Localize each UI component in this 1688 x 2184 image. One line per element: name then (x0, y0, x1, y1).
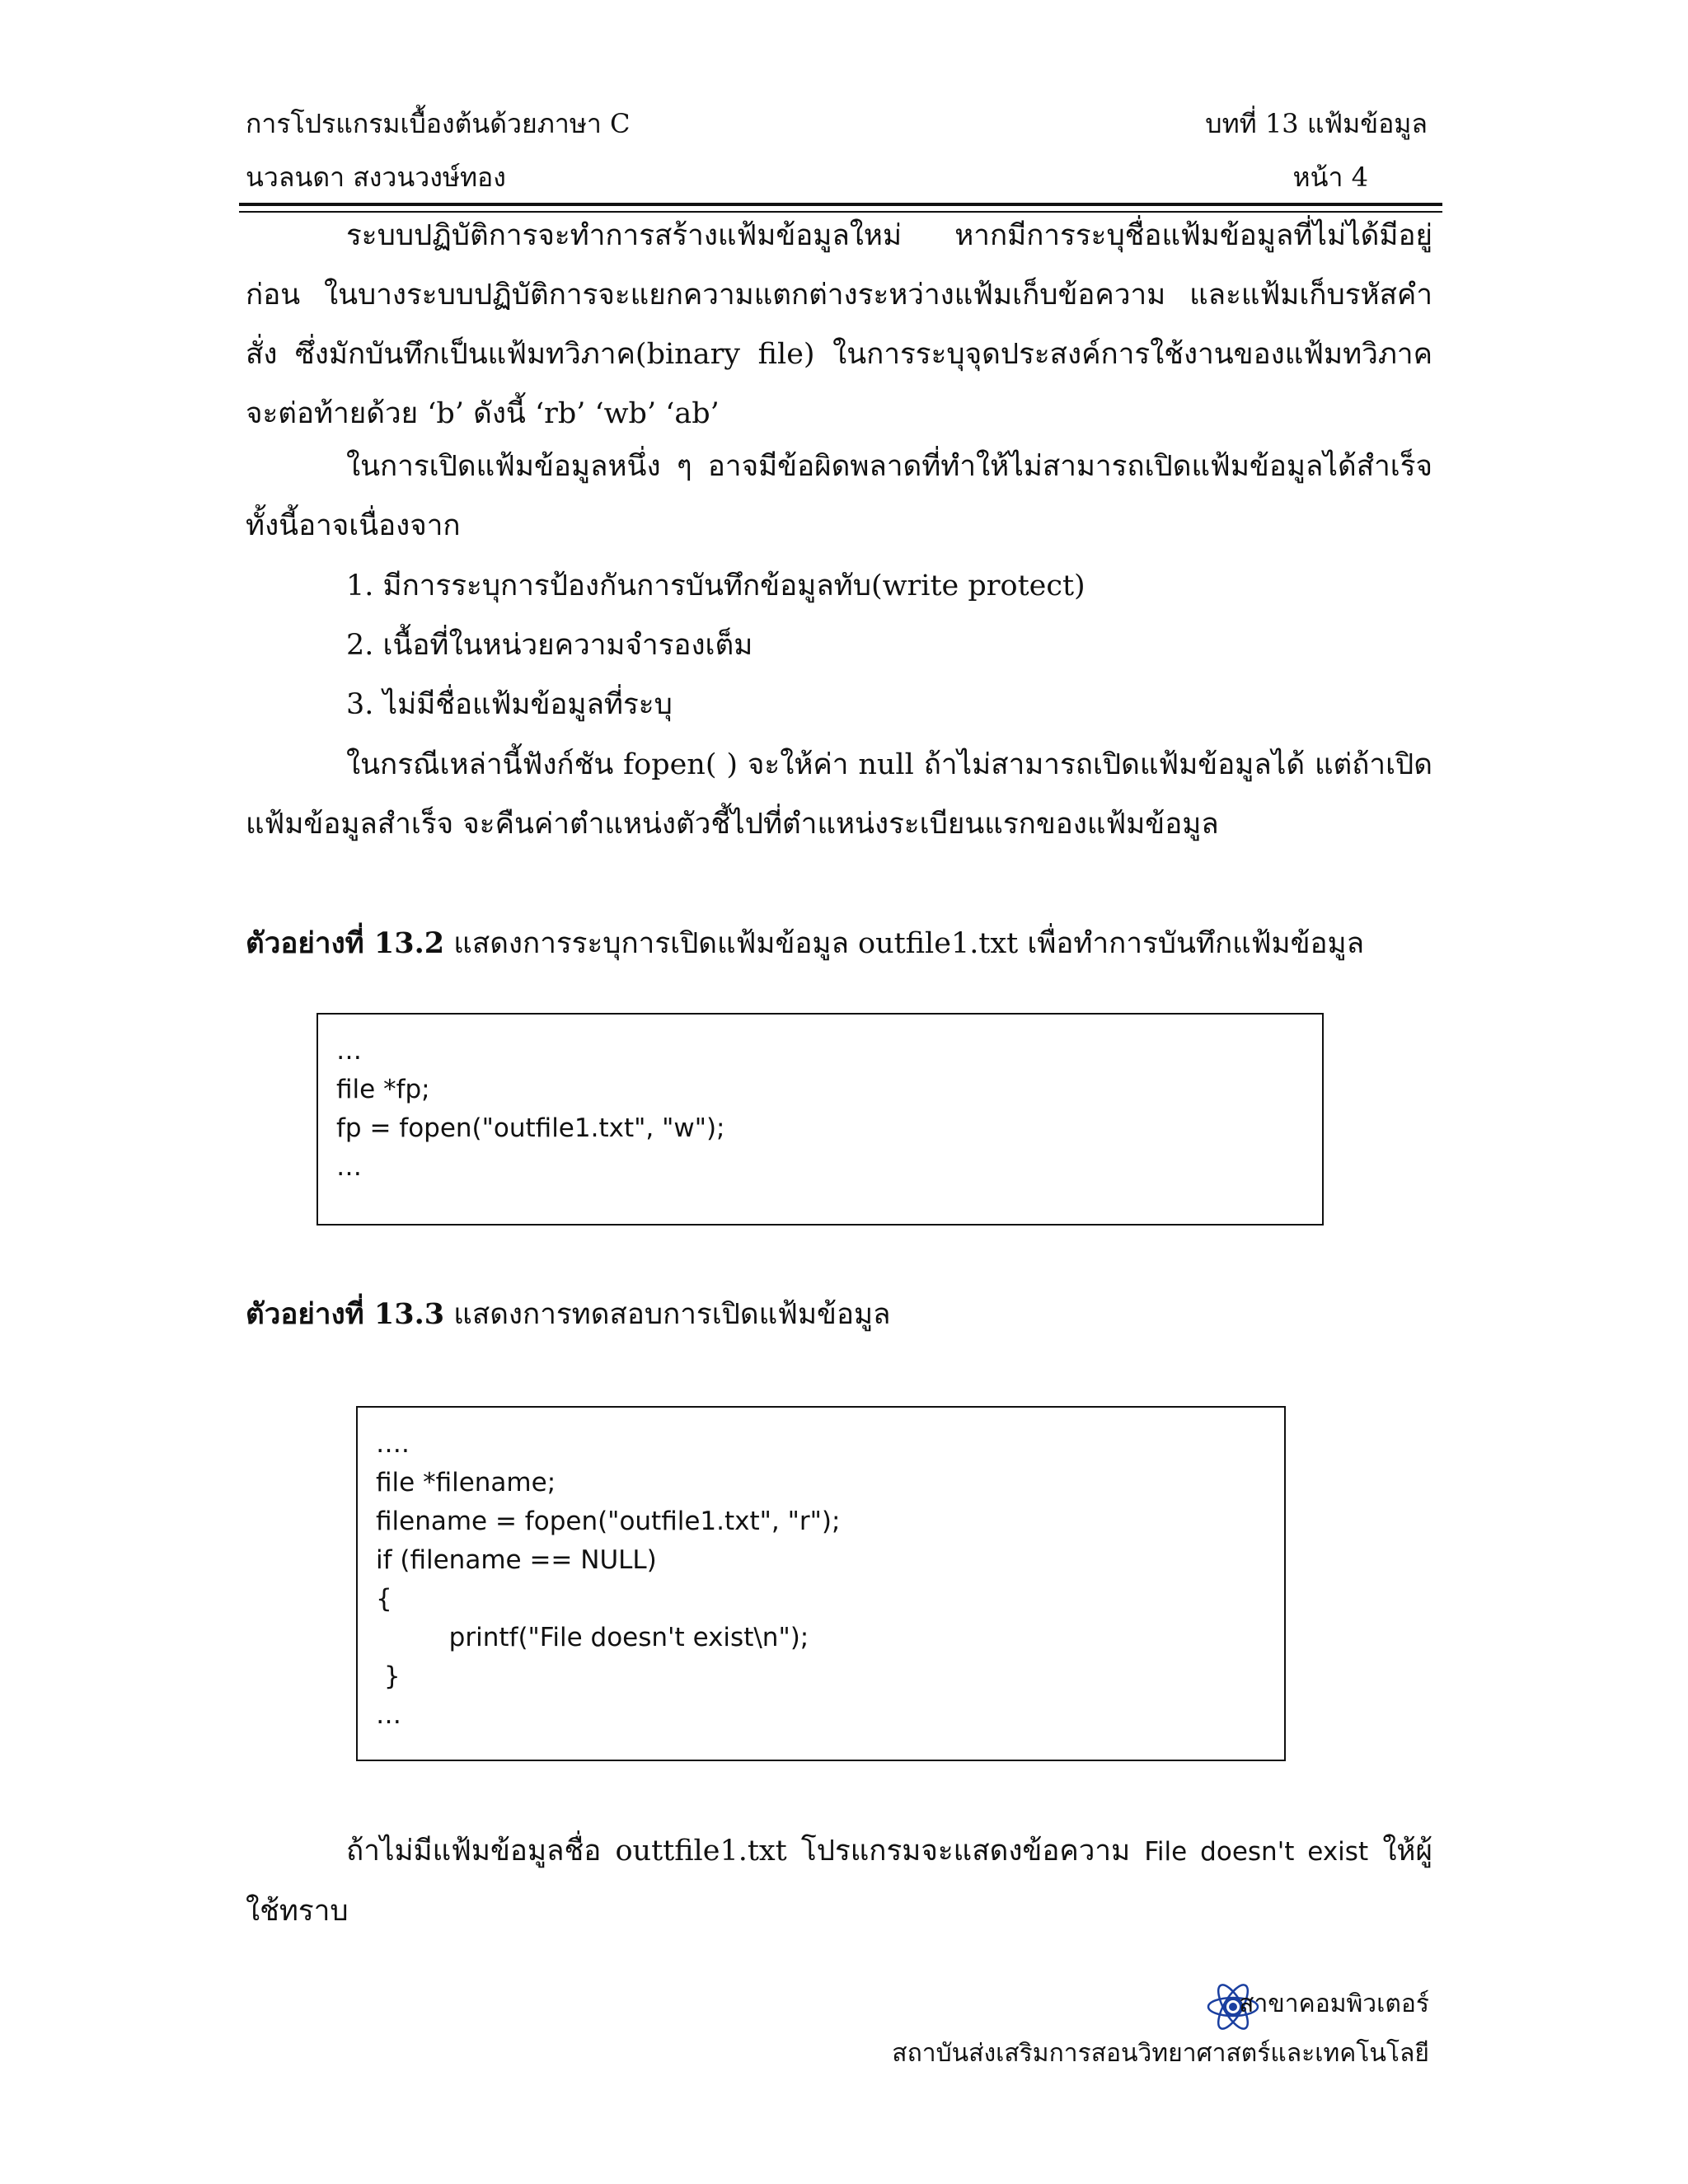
list-item: 1. มีการระบุการป้องกันการบันทึกข้อมูลทับ(write protect) (346, 569, 1085, 602)
header-chapter: บทที่ 13 แฟ้มข้อมูล (1205, 108, 1428, 139)
paragraph-binary-files (246, 206, 1432, 443)
example-label: ตัวอย่างที่ 13.2 (246, 926, 445, 960)
code-box-example-13-2 (316, 1013, 1324, 1226)
paragraph-fopen-return-text: ในกรณีเหล่านี้ฟังก์ชัน fopen( ) จะให้ค่า null ถ้าไม่สามารถเปิดแฟ้มข้อมูลได้ แต่ถ้าเปิดแฟ้มข้อมูลสำเร็จ จะคืนค่าตำแหน่งตัวชี้ไปที่ตำแหน่งระเบียนแรกของแฟ้มข้อมูล (246, 748, 1432, 841)
paragraph-error-message-text: ถ้าไม่มีแฟ้มข้อมูลชื่อ outtfile1.txt โปรแกรมจะแสดงข้อความ (346, 1835, 1145, 1868)
paragraph-error-message-tail: ให้ผู้ใช้ทราบ (246, 1835, 1432, 1928)
inline-code-message: File doesn't exist (1144, 1837, 1369, 1867)
paragraph-open-errors (246, 437, 1432, 555)
paragraph-open-errors-text: ในการเปิดแฟ้มข้อมูลหนึ่ง ๆ อาจมีข้อผิดพลาดที่ทำให้ไม่สามารถเปิดแฟ้มข้อมูลได้สำเร็จ ทั้งนี้อาจเนื่องจาก (246, 450, 1432, 542)
example-description: แสดงการทดสอบการเปิดแฟ้มข้อมูล (444, 1298, 891, 1331)
example-caption-13-3 (246, 1294, 891, 1335)
example-description: แสดงการระบุการเปิดแฟ้มข้อมูล outfile1.txt เพื่อทำการบันทึกแฟ้มข้อมูล (444, 927, 1365, 960)
list-item: 2. เนื้อที่ในหน่วยความจำรองเต็ม (346, 629, 753, 662)
code-listing: … file *fp; fp = fopen("outfile1.txt", "w"); … (336, 1036, 725, 1182)
code-box-example-13-3 (356, 1406, 1286, 1761)
example-caption-13-2 (246, 923, 1364, 964)
list-item: 3. ไม่มีชื่อแฟ้มข้อมูลที่ระบุ (346, 688, 673, 721)
code-listing: …. file *filename; filename = fopen("outfile1.txt", "r"); if (filename == NULL) { printf("File doesn't exist\n"); } … (376, 1429, 841, 1730)
paragraph-binary-files-text: ระบบปฏิบัติการจะทำการสร้างแฟ้มข้อมูลใหม่ หากมีการระบุชื่อแฟ้มข้อมูลที่ไม่ได้มีอยู่ก่อน ในบางระบบปฏิบัติการจะแยกความแตกต่างระหว่างแฟ้มเก็บข้อความ และแฟ้มเก็บรหัสคำสั่ง ซึ่งมักบันทึกเป็นแฟ้มทวิภาค(binary file) ในการระบุจุดประสงค์การใช้งานของแฟ้มทวิภาคจะต่อท้ายด้วย ‘b’ ดังนี้ ‘rb’ ‘wb’ ‘ab’ (246, 219, 1432, 430)
footer-institute: สถาบันส่งเสริมการสอนวิทยาศาสตร์และเทคโนโลยี (892, 2039, 1429, 2068)
header-page-number: หน้า 4 (1292, 162, 1368, 193)
paragraph-error-message (246, 1821, 1432, 1941)
footer-department: สาขาคอมพิวเตอร์ (1239, 1990, 1429, 2018)
header-author: นวลนดา สงวนวงษ์ทอง (246, 162, 506, 193)
header-course-title: การโปรแกรมเบื้องต้นด้วยภาษา C (246, 108, 631, 139)
paragraph-fopen-return (246, 735, 1432, 854)
example-label: ตัวอย่างที่ 13.3 (246, 1297, 445, 1331)
